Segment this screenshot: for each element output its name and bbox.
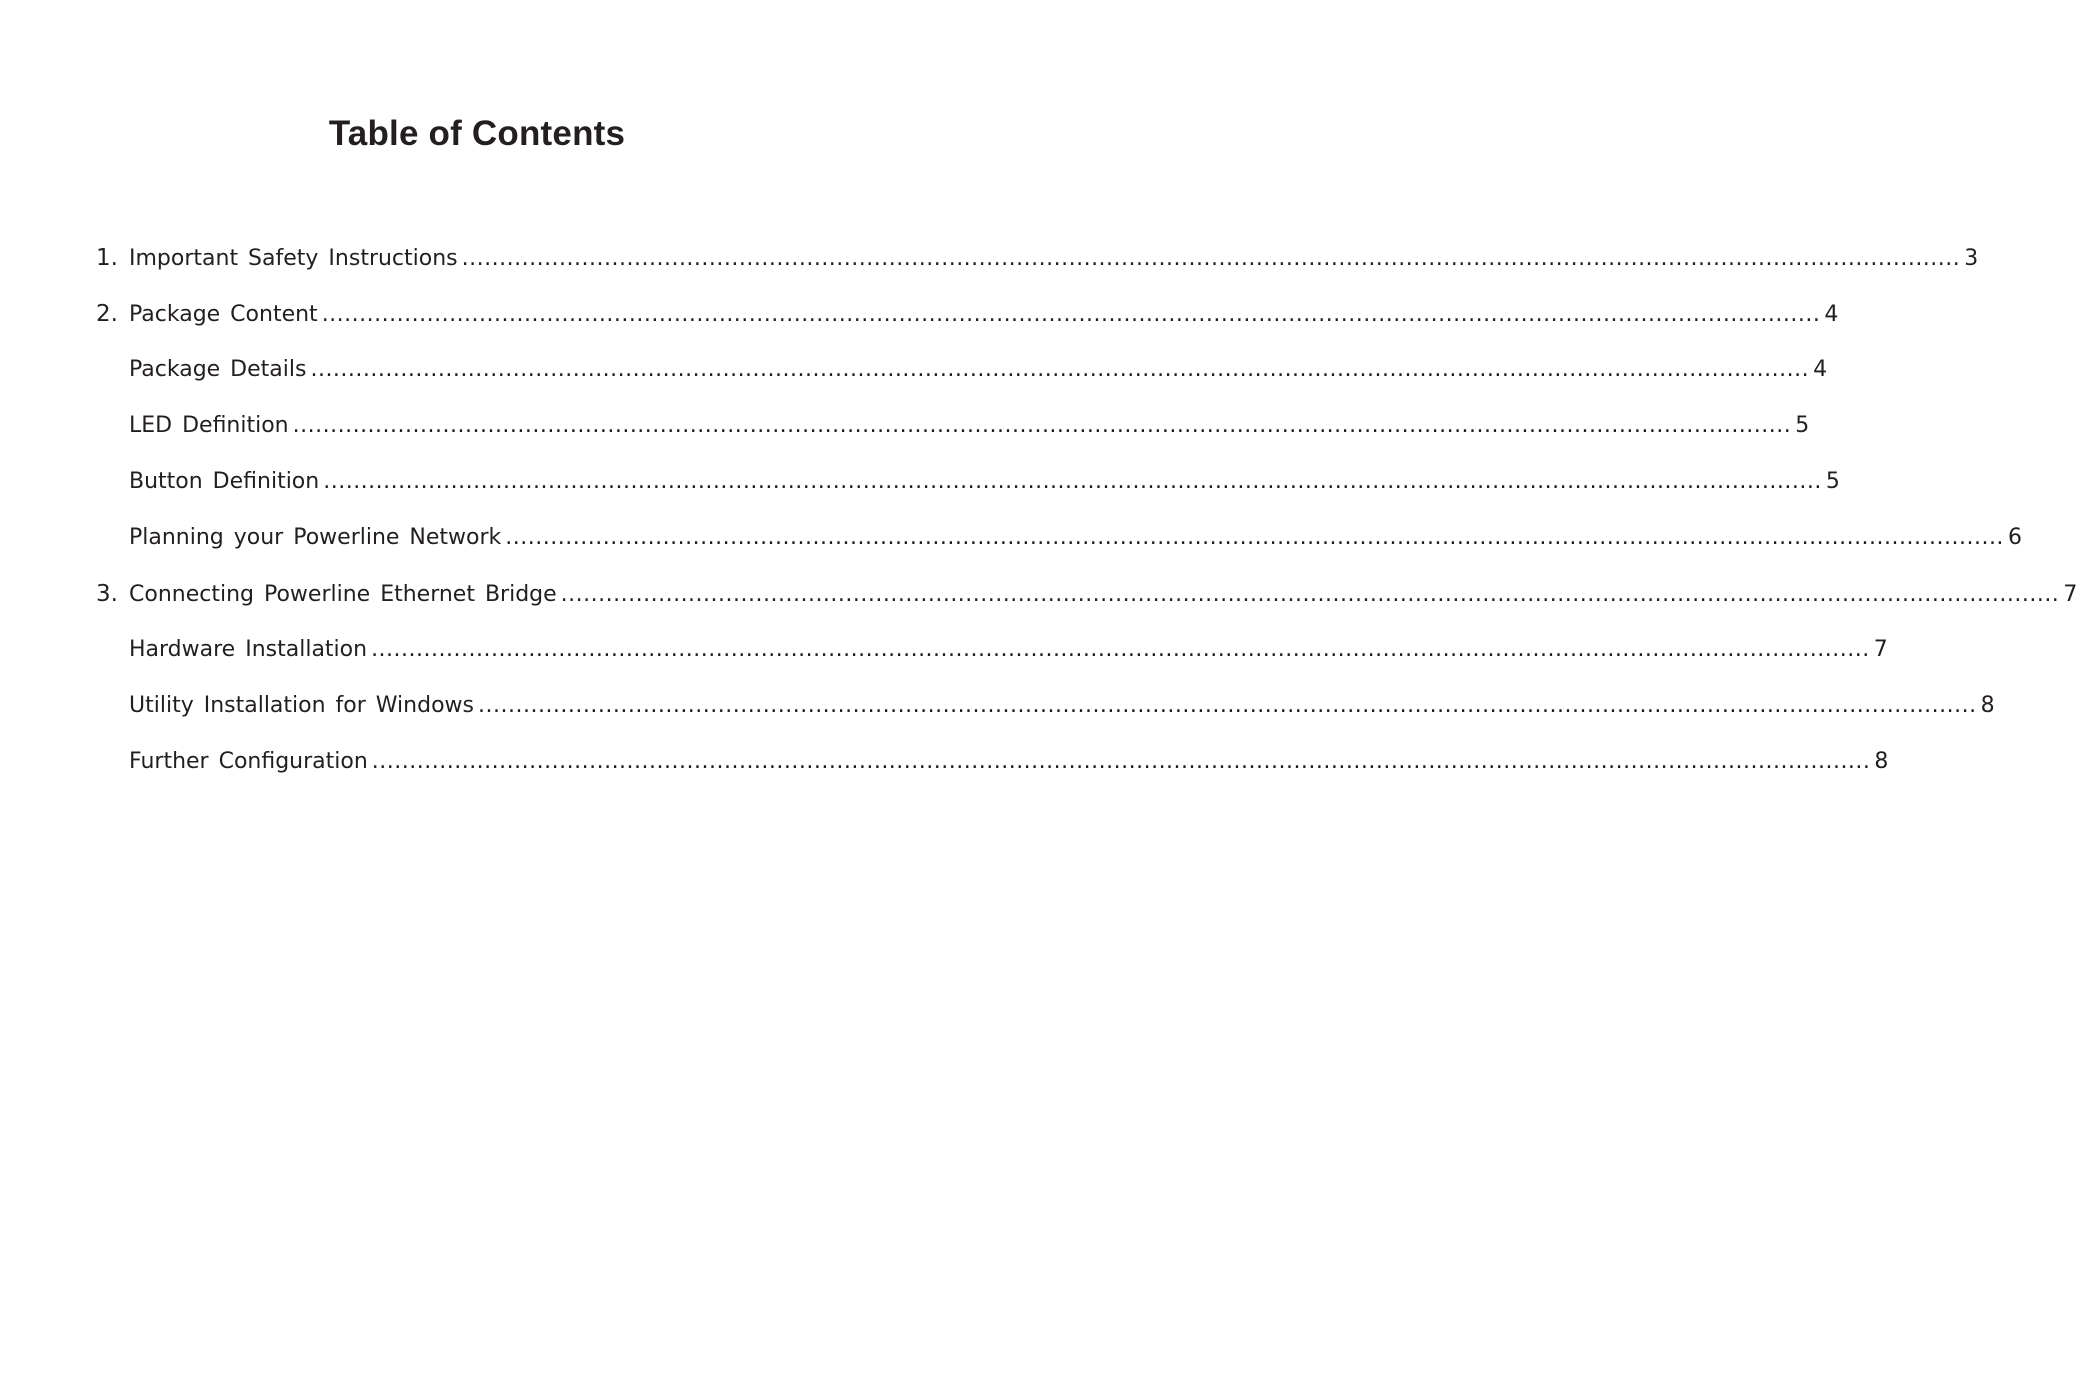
toc-entry-title: Button Definition [129, 469, 320, 494]
dot-leader: ........................................................................................................................................................................................................ [461, 246, 1961, 271]
toc-entry-utility-installation[interactable] [96, 688, 1995, 744]
toc-entry-page: 8 [1874, 749, 1889, 774]
dot-leader: ........................................................................................................................................................................................................ [505, 525, 2004, 550]
toc-entry-title: Planning your Powerline Network [129, 525, 502, 550]
dot-leader: ........................................................................................................................................................................................................ [292, 413, 1792, 438]
toc-entry-page: 7 [2063, 582, 2077, 607]
toc-entry-hardware-installation[interactable] [96, 632, 1888, 688]
toc-entry-safety-instructions[interactable] [96, 240, 1979, 296]
dot-leader: ........................................................................................................................................................................................................ [371, 749, 1871, 774]
toc-entry-title: Package Details [129, 357, 307, 382]
dot-leader: ........................................................................................................................................................................................................ [560, 582, 2060, 607]
toc-entry-title: Further Configuration [129, 749, 368, 774]
toc-entry-planning-network[interactable] [96, 520, 2022, 576]
toc-entry-page: 5 [1825, 469, 1840, 494]
toc-entry-title: Utility Installation for Windows [129, 693, 474, 718]
toc-entry-title: LED Definition [129, 413, 289, 438]
toc-entry-number: 1. [96, 245, 118, 271]
toc-entry-page: 7 [1873, 637, 1888, 662]
toc-entry-led-definition[interactable] [96, 408, 1810, 464]
toc-entry-title: Package Content [129, 302, 318, 327]
page-title: Table of Contents [328, 114, 626, 153]
table-of-contents [96, 240, 2077, 800]
dot-leader: ........................................................................................................................................................................................................ [478, 693, 1977, 718]
dot-leader: ........................................................................................................................................................................................................ [321, 302, 1821, 327]
dot-leader: ........................................................................................................................................................................................................ [371, 637, 1870, 662]
dot-leader: ........................................................................................................................................................................................................ [323, 469, 1822, 494]
toc-entry-page: 6 [2007, 525, 2022, 550]
toc-entry-button-definition[interactable] [96, 464, 1840, 520]
toc-entry-page: 8 [1980, 693, 1995, 718]
toc-entry-page: 3 [1964, 246, 1979, 271]
dot-leader: ........................................................................................................................................................................................................ [310, 357, 1810, 382]
toc-entry-title: Hardware Installation [129, 637, 368, 662]
toc-entry-package-details[interactable] [96, 352, 1828, 408]
toc-entry-connecting-bridge[interactable] [96, 576, 2077, 632]
toc-entry-page: 5 [1795, 413, 1810, 438]
toc-entry-page: 4 [1824, 302, 1839, 327]
toc-entry-further-configuration[interactable] [96, 744, 1889, 800]
toc-entry-number: 2. [96, 301, 118, 327]
toc-entry-number: 3. [96, 581, 118, 607]
toc-entry-package-content[interactable] [96, 296, 1839, 352]
toc-entry-title: Important Safety Instructions [129, 246, 458, 271]
toc-entry-page: 4 [1813, 357, 1828, 382]
toc-entry-title: Connecting Powerline Ethernet Bridge [129, 582, 557, 607]
